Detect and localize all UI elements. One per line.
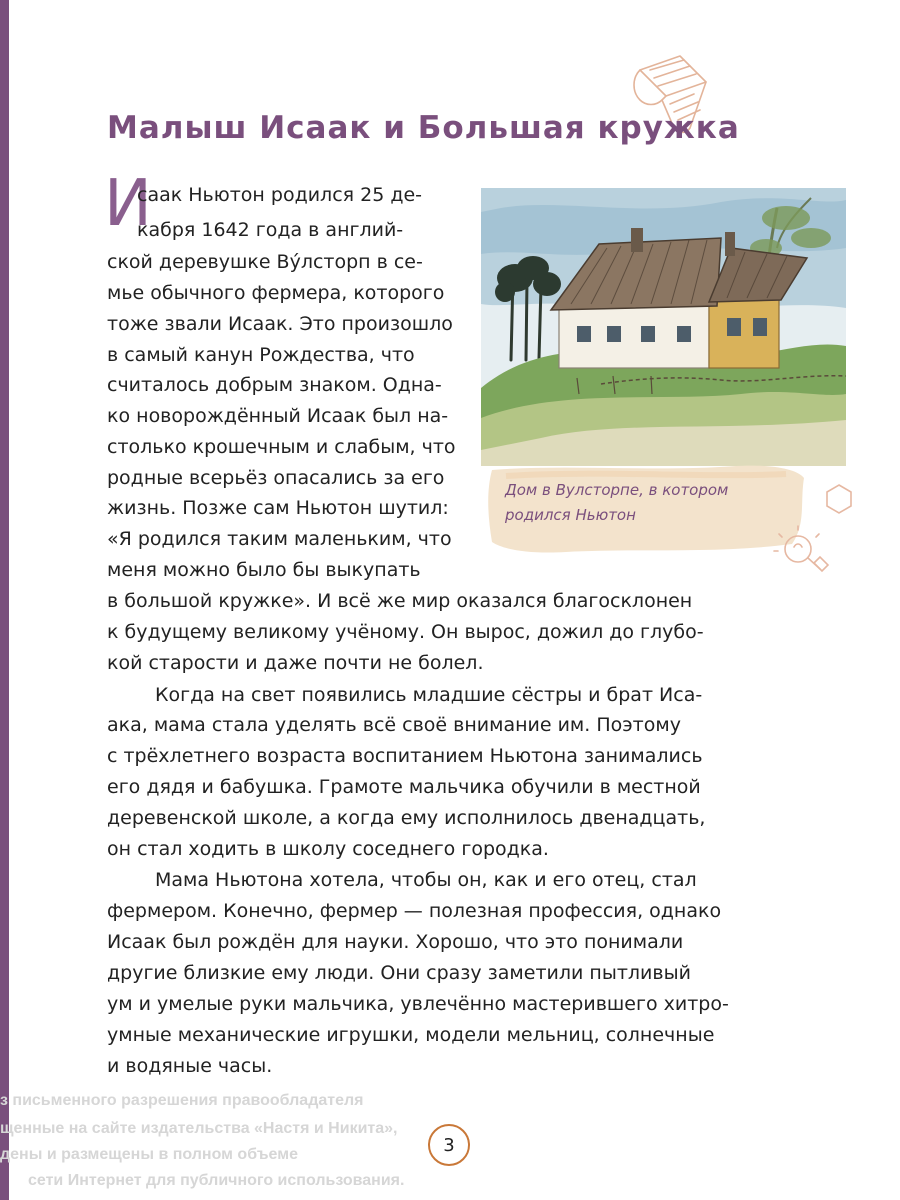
- body-text-line: деревенской школе, а когда ему исполнилось двенадцать,: [107, 807, 706, 829]
- body-text-line: в самый канун Рождества, что: [107, 344, 415, 366]
- body-text-line: ской деревушке Ву́лсторп в се-: [107, 251, 423, 273]
- body-text-line: мье обычного фермера, которого: [107, 282, 445, 304]
- body-text-line: саак Ньютон родился 25 де-: [137, 184, 423, 206]
- body-text-line: считалось добрым знаком. Одна-: [107, 374, 442, 396]
- watermark-line: з письменного разрешения правообладателя: [0, 1092, 364, 1109]
- body-text-line: Исаак был рождён для науки. Хорошо, что это понимали: [107, 931, 684, 953]
- body-text-line: фермером. Конечно, фермер — полезная профессия, однако: [107, 900, 722, 922]
- watermark: [0, 1088, 430, 1200]
- body-text-line: Мама Ньютона хотела, чтобы он, как и его отец, стал: [155, 869, 697, 891]
- body-text-line: меня можно было бы выкупать: [107, 559, 421, 581]
- body-text-line: его дядя и бабушка. Грамоте мальчика обучили в местной: [107, 776, 701, 798]
- body-text-line: ум и умелые руки мальчика, увлечённо мастерившего хитро-: [107, 993, 729, 1015]
- body-text-line: в большой кружке». И всё же мир оказался благосклонен: [107, 590, 693, 612]
- image-caption: Дом в Вулсторпе, в котором родился Ньютон: [505, 481, 729, 524]
- body-text-line: Когда на свет появились младшие сёстры и брат Иса-: [155, 684, 703, 706]
- body-text-line: ко новорождённый Исаак был на-: [107, 405, 449, 427]
- hexagon-icon: [822, 482, 856, 516]
- body-text-line: столько крошечным и слабым, что: [107, 436, 456, 458]
- watermark-line: щенные на сайте издательства «Настя и Никита»,: [0, 1120, 398, 1137]
- house-illustration: [481, 188, 846, 466]
- body-text-line: родные всерьёз опасались за его: [107, 467, 445, 489]
- body-text-line: тоже звали Исаак. Это произошло: [107, 313, 453, 335]
- body-text-line: ака, мама стала уделять всё своё внимание им. Поэтому: [107, 714, 681, 736]
- body-text-line: и водяные часы.: [107, 1055, 273, 1077]
- watermark-line: сети Интернет для публичного использования.: [28, 1172, 405, 1189]
- left-edge-bar: [0, 0, 9, 1200]
- body-text-line: к будущему великому учёному. Он вырос, дожил до глубо-: [107, 621, 704, 643]
- body-text-line: кабря 1642 года в англий-: [137, 219, 404, 241]
- drop-cap: И: [104, 167, 152, 241]
- body-text-line: кой старости и даже почти не болел.: [107, 652, 484, 674]
- light-bulb-icon: [770, 525, 840, 585]
- watermark-line: дены и размещены в полном объеме: [0, 1146, 298, 1163]
- page-title: Малыш Исаак и Большая кружка: [107, 110, 740, 146]
- body-text-line: другие близкие ему люди. Они сразу заметили пытливый: [107, 962, 691, 984]
- body-text-line: умные механические игрушки, модели мельниц, солнечные: [107, 1024, 715, 1046]
- body-text-line: с трёхлетнего возраста воспитанием Ньютона занимались: [107, 745, 703, 767]
- page-number: 3: [428, 1124, 470, 1166]
- body-text-line: жизнь. Позже сам Ньютон шутил:: [107, 497, 449, 519]
- body-text-line: он стал ходить в школу соседнего городка.: [107, 838, 549, 860]
- body-text-line: «Я родился таким маленьким, что: [107, 528, 452, 550]
